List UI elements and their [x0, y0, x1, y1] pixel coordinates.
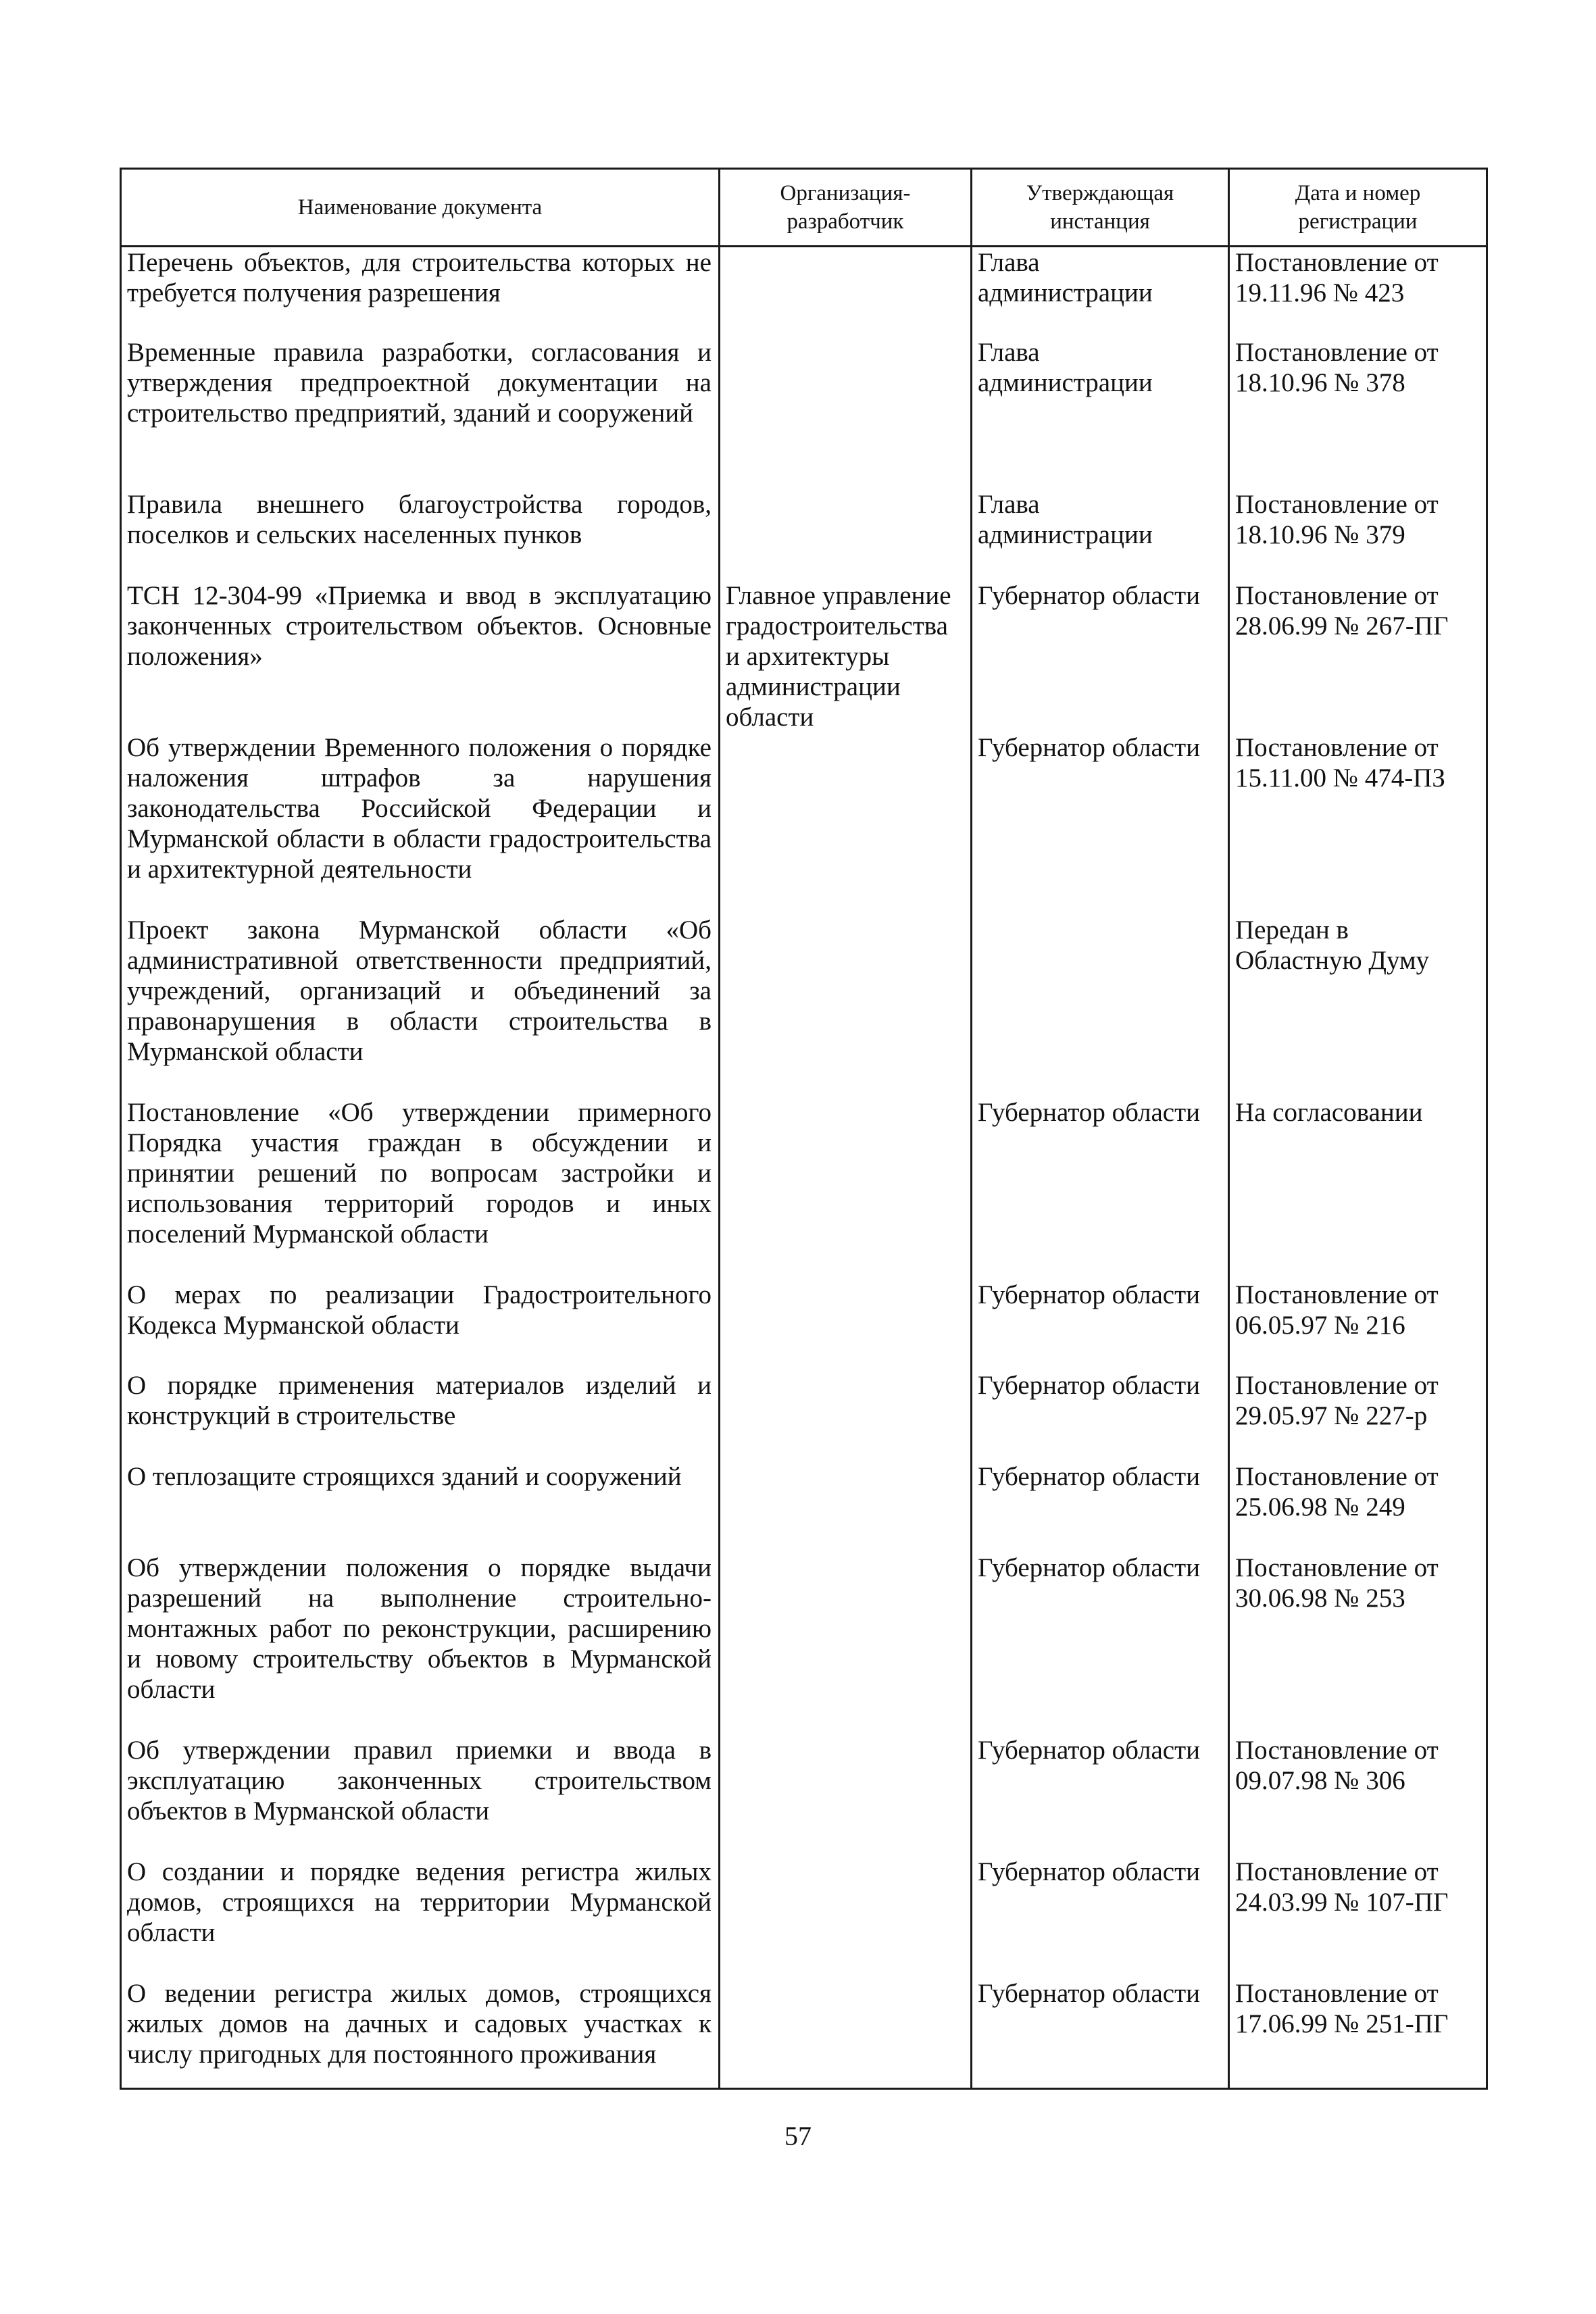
cell-registration: Постановление от 25.06.98 № 249: [1229, 1461, 1487, 1553]
cell-developer: [720, 915, 972, 1097]
table-row: [121, 1857, 1487, 1978]
cell-authority: Глава администрации: [972, 247, 1229, 337]
cell-authority: Губернатор области: [972, 732, 1229, 915]
cell-registration: Постановление от 17.06.99 № 251-ПГ: [1229, 1978, 1487, 2089]
cell-document-name: Перечень объектов, для строительства которых не требуется получения разрешения: [121, 247, 720, 337]
cell-authority: Губернатор области: [972, 1461, 1229, 1553]
cell-registration: Постановление от 29.05.97 № 227-р: [1229, 1370, 1487, 1461]
cell-document-name: ТСН 12-304-99 «Приемка и ввод в эксплуатацию законченных строительством объектов. Основные положения»: [121, 580, 720, 732]
cell-document-name: Проект закона Мурманской области «Об административной ответственности предприятий, учреждений, организаций и объединений за правонарушения в области строительства в Мурманской области: [121, 915, 720, 1097]
cell-authority: Губернатор области: [972, 1370, 1229, 1461]
cell-registration: Постановление от 15.11.00 № 474-ПЗ: [1229, 732, 1487, 915]
cell-document-name: Правила внешнего благоустройства городов, поселков и сельских населенных пунков: [121, 489, 720, 580]
table-row: [121, 1461, 1487, 1553]
cell-authority: Глава администрации: [972, 489, 1229, 580]
cell-developer: [720, 732, 972, 915]
cell-registration: Постановление от 18.10.96 № 378: [1229, 337, 1487, 489]
cell-developer: [720, 1553, 972, 1735]
cell-authority: Губернатор области: [972, 1280, 1229, 1370]
cell-registration: Передан в Областную Думу: [1229, 915, 1487, 1097]
cell-authority: Глава администрации: [972, 337, 1229, 489]
table-row: [121, 580, 1487, 732]
cell-document-name: Временные правила разработки, согласования и утверждения предпроектной документации на строительство предприятий, зданий и сооружений: [121, 337, 720, 489]
cell-developer: [720, 247, 972, 337]
cell-document-name: О создании и порядке ведения регистра жилых домов, строящихся на территории Мурманской области: [121, 1857, 720, 1978]
cell-developer: [720, 1370, 972, 1461]
cell-developer: [720, 337, 972, 489]
table-row: [121, 1097, 1487, 1280]
table-row: [121, 1370, 1487, 1461]
cell-registration: Постановление от 28.06.99 № 267-ПГ: [1229, 580, 1487, 732]
cell-registration: Постановление от 06.05.97 № 216: [1229, 1280, 1487, 1370]
cell-authority: Губернатор области: [972, 1857, 1229, 1978]
cell-registration: Постановление от 18.10.96 № 379: [1229, 489, 1487, 580]
cell-developer: [720, 1461, 972, 1553]
table-row: [121, 1735, 1487, 1857]
table-body: [121, 247, 1487, 2089]
cell-document-name: О ведении регистра жилых домов, строящихся жилых домов на дачных и садовых участках к числу пригодных для постоянного проживания: [121, 1978, 720, 2089]
table-row: [121, 247, 1487, 337]
header-authority: Утверждающая инстанция: [972, 169, 1229, 247]
cell-authority: Губернатор области: [972, 1978, 1229, 2089]
cell-authority: Губернатор области: [972, 1097, 1229, 1280]
table-row: [121, 1280, 1487, 1370]
cell-registration: Постановление от 30.06.98 № 253: [1229, 1553, 1487, 1735]
table-row: [121, 337, 1487, 489]
cell-document-name: О теплозащите строящихся зданий и сооружений: [121, 1461, 720, 1553]
table-row: [121, 1978, 1487, 2089]
cell-registration: Постановление от 24.03.99 № 107-ПГ: [1229, 1857, 1487, 1978]
cell-developer: [720, 1735, 972, 1857]
cell-registration: На согласовании: [1229, 1097, 1487, 1280]
cell-developer: [720, 1280, 972, 1370]
cell-registration: Постановление от 19.11.96 № 423: [1229, 247, 1487, 337]
header-registration: Дата и номер регистрации: [1229, 169, 1487, 247]
table-header-row: [121, 169, 1487, 247]
cell-document-name: Об утверждении правил приемки и ввода в эксплуатацию законченных строительством объектов в Мурманской области: [121, 1735, 720, 1857]
cell-authority: Губернатор области: [972, 1553, 1229, 1735]
cell-document-name: О мерах по реализации Градостроительного Кодекса Мурманской области: [121, 1280, 720, 1370]
cell-developer: [720, 1097, 972, 1280]
table-row: [121, 732, 1487, 915]
cell-authority: Губернатор области: [972, 580, 1229, 732]
cell-document-name: Об утверждении положения о порядке выдачи разрешений на выполнение строительно-монтажных работ по реконструкции, расширению и новому строительству объектов в Мурманской области: [121, 1553, 720, 1735]
cell-developer: Главное управление градостроительства и архитектуры администрации области: [720, 580, 972, 732]
cell-document-name: Об утверждении Временного положения о порядке наложения штрафов за нарушения законодательства Российской Федерации и Мурманской области в области градостроительства и архитектурной деятельности: [121, 732, 720, 915]
cell-registration: Постановление от 09.07.98 № 306: [1229, 1735, 1487, 1857]
cell-authority: [972, 915, 1229, 1097]
cell-document-name: О порядке применения материалов изделий и конструкций в строительстве: [121, 1370, 720, 1461]
cell-authority: Губернатор области: [972, 1735, 1229, 1857]
cell-developer: [720, 1857, 972, 1978]
cell-developer: [720, 489, 972, 580]
table-row: [121, 915, 1487, 1097]
cell-developer: [720, 1978, 972, 2089]
page-number: 57: [784, 2121, 812, 2151]
regulations-table: [120, 168, 1488, 2090]
cell-document-name: Постановление «Об утверждении примерного Порядка участия граждан в обсуждении и принятии решений по вопросам застройки и использования территорий городов и иных поселений Мурманской области: [121, 1097, 720, 1280]
header-document-name: Наименование документа: [121, 169, 720, 247]
header-developer: Организация-разработчик: [720, 169, 972, 247]
table-row: [121, 489, 1487, 580]
table-row: [121, 1553, 1487, 1735]
